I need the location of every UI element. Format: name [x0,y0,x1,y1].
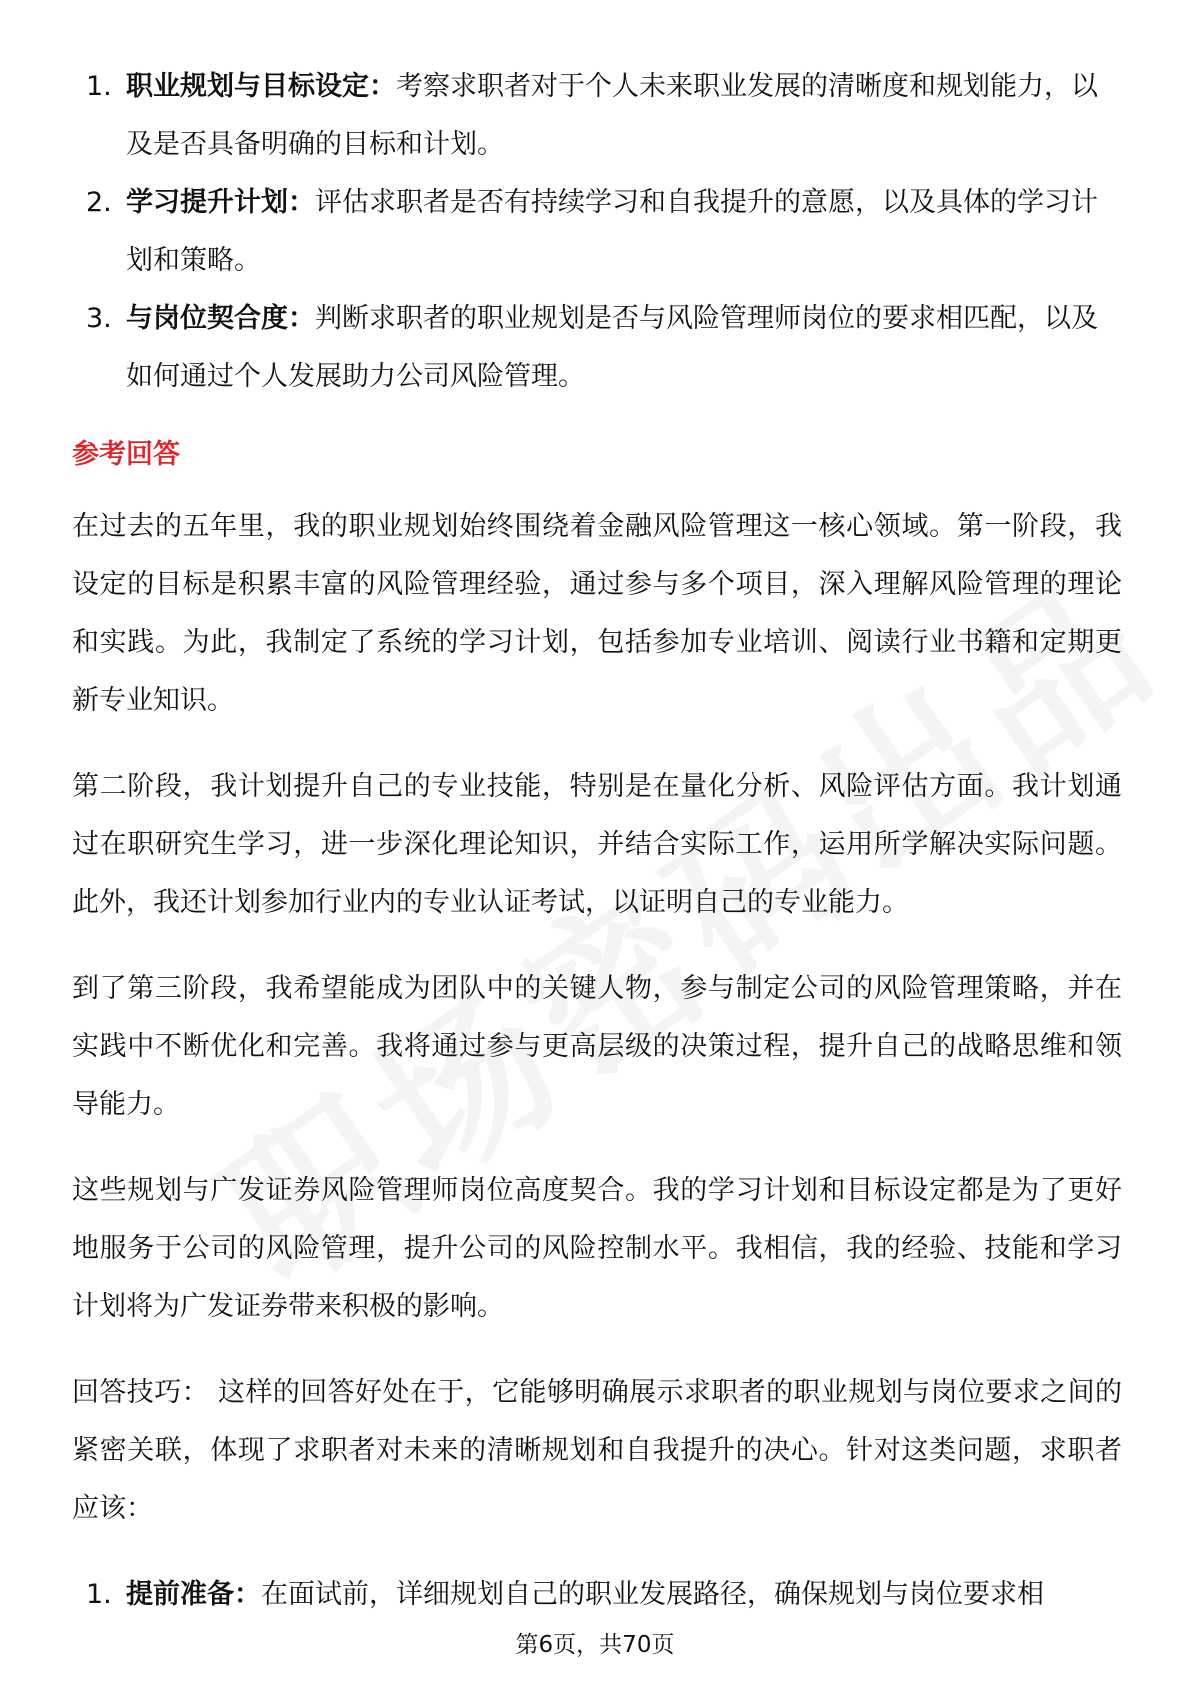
list-item [72,58,1122,174]
answer-paragraph-2: 第二阶段，我计划提升自己的专业技能，特别是在量化分析、风险评估方面。我计划通过在职研究生学习，进一步深化理论知识，并结合实际工作，运用所学解决实际问题。此外，我还计划参加行业内的专业认证考试，以证明自己的专业能力。 [72,771,1122,918]
answer-paragraph-4: 这些规划与广发证券风险管理师岗位高度契合。我的学习计划和目标设定都是为了更好地服务于公司的风险管理，提升公司的风险控制水平。我相信，我的经验、技能和学习计划将为广发证券带来积极的影响。 [72,1175,1122,1322]
page-content [72,58,1122,1624]
list-item-title: 与岗位契合度： [126,303,315,334]
list-number: 3. [86,303,112,334]
list-number: 1. [86,1579,112,1610]
list-item-text: 判断求职者的职业规划是否与风险管理师岗位的要求相匹配，以及如何通过个人发展助力公司风险管理。 [126,303,1098,392]
answer-paragraph-1: 在过去的五年里，我的职业规划始终围绕着金融风险管理这一核心领域。第一阶段，我设定的目标是积累丰富的风险管理经验，通过参与多个项目，深入理解风险管理的理论和实践。为此，我制定了系统的学习计划，包括参加专业培训、阅读行业书籍和定期更新专业知识。 [72,511,1122,716]
answer-paragraph-3: 到了第三阶段，我希望能成为团队中的关键人物，参与制定公司的风险管理策略，并在实践中不断优化和完善。我将通过参与更高层级的决策过程，提升自己的战略思维和领导能力。 [72,973,1122,1120]
advice-points-list [72,1566,1122,1624]
answer-tips: 回答技巧： 这样的回答好处在于，它能够明确展示求职者的职业规划与岗位要求之间的紧密关联，体现了求职者对未来的清晰规划和自我提升的决心。针对这类问题，求职者应该： [72,1377,1122,1524]
list-item-title: 职业规划与目标设定： [126,71,396,102]
page-number-footer: 第6页，共70页 [515,1632,675,1658]
list-item [72,174,1122,290]
list-number: 2. [86,187,112,218]
list-item [72,1566,1122,1624]
list-item-text: 考察求职者对于个人未来职业发展的清晰度和规划能力，以及是否具备明确的目标和计划。 [126,71,1098,160]
evaluation-points-list [72,58,1122,406]
list-item [72,290,1122,406]
list-item-title: 学习提升计划： [126,187,315,218]
reference-answer-heading: 参考回答 [72,439,180,470]
list-item-text: 评估求职者是否有持续学习和自我提升的意愿，以及具体的学习计划和策略。 [126,187,1098,276]
list-item-text: 在面试前，详细规划自己的职业发展路径，确保规划与岗位要求相 [261,1579,1044,1610]
list-item-title: 提前准备： [126,1579,261,1610]
list-number: 1. [86,71,112,102]
